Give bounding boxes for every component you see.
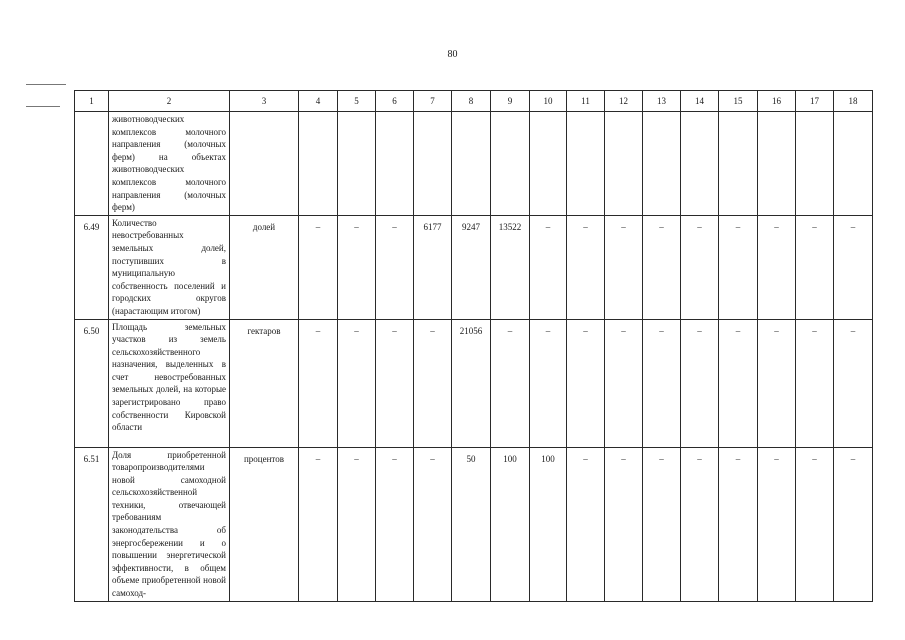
- column-header: 17: [796, 91, 834, 112]
- table-row: [75, 112, 873, 216]
- value-cell: –: [338, 215, 376, 319]
- column-header: 2: [109, 91, 230, 112]
- header-row: [75, 91, 873, 112]
- value-cell: [796, 112, 834, 216]
- value-cell: –: [376, 319, 414, 447]
- value-cell: [605, 112, 643, 216]
- row-number: [75, 112, 109, 216]
- unit-cell: гектаров: [230, 319, 299, 447]
- column-header: 18: [834, 91, 873, 112]
- value-cell: –: [605, 319, 643, 447]
- indicator-name: Количество невостребованных земельных долей, поступивших в муниципальную собственность поселений и городских округов (нарастающим итогом): [109, 215, 230, 319]
- value-cell: [681, 112, 719, 216]
- value-cell: –: [796, 319, 834, 447]
- value-cell: –: [834, 319, 873, 447]
- unit-cell: [230, 112, 299, 216]
- value-cell: –: [567, 215, 605, 319]
- table-row: [75, 447, 873, 601]
- page-number: 80: [447, 49, 458, 60]
- value-cell: [758, 112, 796, 216]
- unit-cell: процентов: [230, 447, 299, 601]
- value-cell: –: [834, 447, 873, 601]
- value-cell: –: [758, 319, 796, 447]
- value-cell: [376, 112, 414, 216]
- row-number: 6.50: [75, 319, 109, 447]
- value-cell: [414, 112, 452, 216]
- value-cell: [299, 112, 338, 216]
- value-cell: 100: [491, 447, 530, 601]
- value-cell: –: [681, 215, 719, 319]
- value-cell: 50: [452, 447, 491, 601]
- value-cell: –: [643, 215, 681, 319]
- margin-mark: [26, 84, 66, 85]
- value-cell: –: [567, 447, 605, 601]
- value-cell: –: [681, 319, 719, 447]
- value-cell: 100: [530, 447, 567, 601]
- value-cell: 6177: [414, 215, 452, 319]
- value-cell: [719, 112, 758, 216]
- value-cell: [643, 112, 681, 216]
- value-cell: –: [681, 447, 719, 601]
- value-cell: [530, 112, 567, 216]
- value-cell: –: [719, 319, 758, 447]
- data-table: [74, 90, 873, 602]
- column-header: 8: [452, 91, 491, 112]
- column-header: 16: [758, 91, 796, 112]
- value-cell: –: [299, 447, 338, 601]
- value-cell: –: [567, 319, 605, 447]
- column-header: 14: [681, 91, 719, 112]
- value-cell: –: [758, 215, 796, 319]
- column-header: 11: [567, 91, 605, 112]
- unit-cell: долей: [230, 215, 299, 319]
- value-cell: –: [796, 447, 834, 601]
- value-cell: –: [376, 215, 414, 319]
- value-cell: –: [758, 447, 796, 601]
- row-number: 6.51: [75, 447, 109, 601]
- column-header: 3: [230, 91, 299, 112]
- column-header: 1: [75, 91, 109, 112]
- indicator-name: Площадь земельных участков из земель сельскохозяйственного назначения, выделенных в счет невостребованных земельных долей, на которые зарегистрировано право собственности Кировской области: [109, 319, 230, 447]
- column-header: 12: [605, 91, 643, 112]
- margin-mark: [26, 106, 60, 107]
- column-header: 4: [299, 91, 338, 112]
- row-number: 6.49: [75, 215, 109, 319]
- value-cell: –: [643, 319, 681, 447]
- value-cell: –: [719, 447, 758, 601]
- value-cell: –: [376, 447, 414, 601]
- value-cell: –: [719, 215, 758, 319]
- column-header: 6: [376, 91, 414, 112]
- value-cell: –: [796, 215, 834, 319]
- value-cell: [567, 112, 605, 216]
- value-cell: –: [530, 319, 567, 447]
- value-cell: 9247: [452, 215, 491, 319]
- value-cell: 13522: [491, 215, 530, 319]
- value-cell: –: [414, 319, 452, 447]
- column-header: 10: [530, 91, 567, 112]
- column-header: 13: [643, 91, 681, 112]
- value-cell: –: [643, 447, 681, 601]
- column-header: 5: [338, 91, 376, 112]
- value-cell: –: [491, 319, 530, 447]
- value-cell: –: [338, 319, 376, 447]
- column-header: 7: [414, 91, 452, 112]
- value-cell: –: [605, 215, 643, 319]
- value-cell: –: [834, 215, 873, 319]
- indicator-name: Доля приобретенной товаропроизводителями новой самоходной сельскохозяйственной техники, отвечающей требованиям законодательства об энергосбережении и о повышении энергетической эффективности, в общем объеме приобретенной новой самоход-: [109, 447, 230, 601]
- value-cell: [834, 112, 873, 216]
- value-cell: –: [338, 447, 376, 601]
- value-cell: –: [299, 215, 338, 319]
- value-cell: –: [414, 447, 452, 601]
- value-cell: –: [530, 215, 567, 319]
- value-cell: [452, 112, 491, 216]
- value-cell: 21056: [452, 319, 491, 447]
- value-cell: [491, 112, 530, 216]
- table-row: [75, 215, 873, 319]
- value-cell: –: [605, 447, 643, 601]
- column-header: 15: [719, 91, 758, 112]
- value-cell: –: [299, 319, 338, 447]
- indicator-name: животноводческих комплексов молочного направления (молочных ферм) на объектах животноводческих комплексов молочного направления (молочных ферм): [109, 112, 230, 216]
- column-header: 9: [491, 91, 530, 112]
- value-cell: [338, 112, 376, 216]
- table-row: [75, 319, 873, 447]
